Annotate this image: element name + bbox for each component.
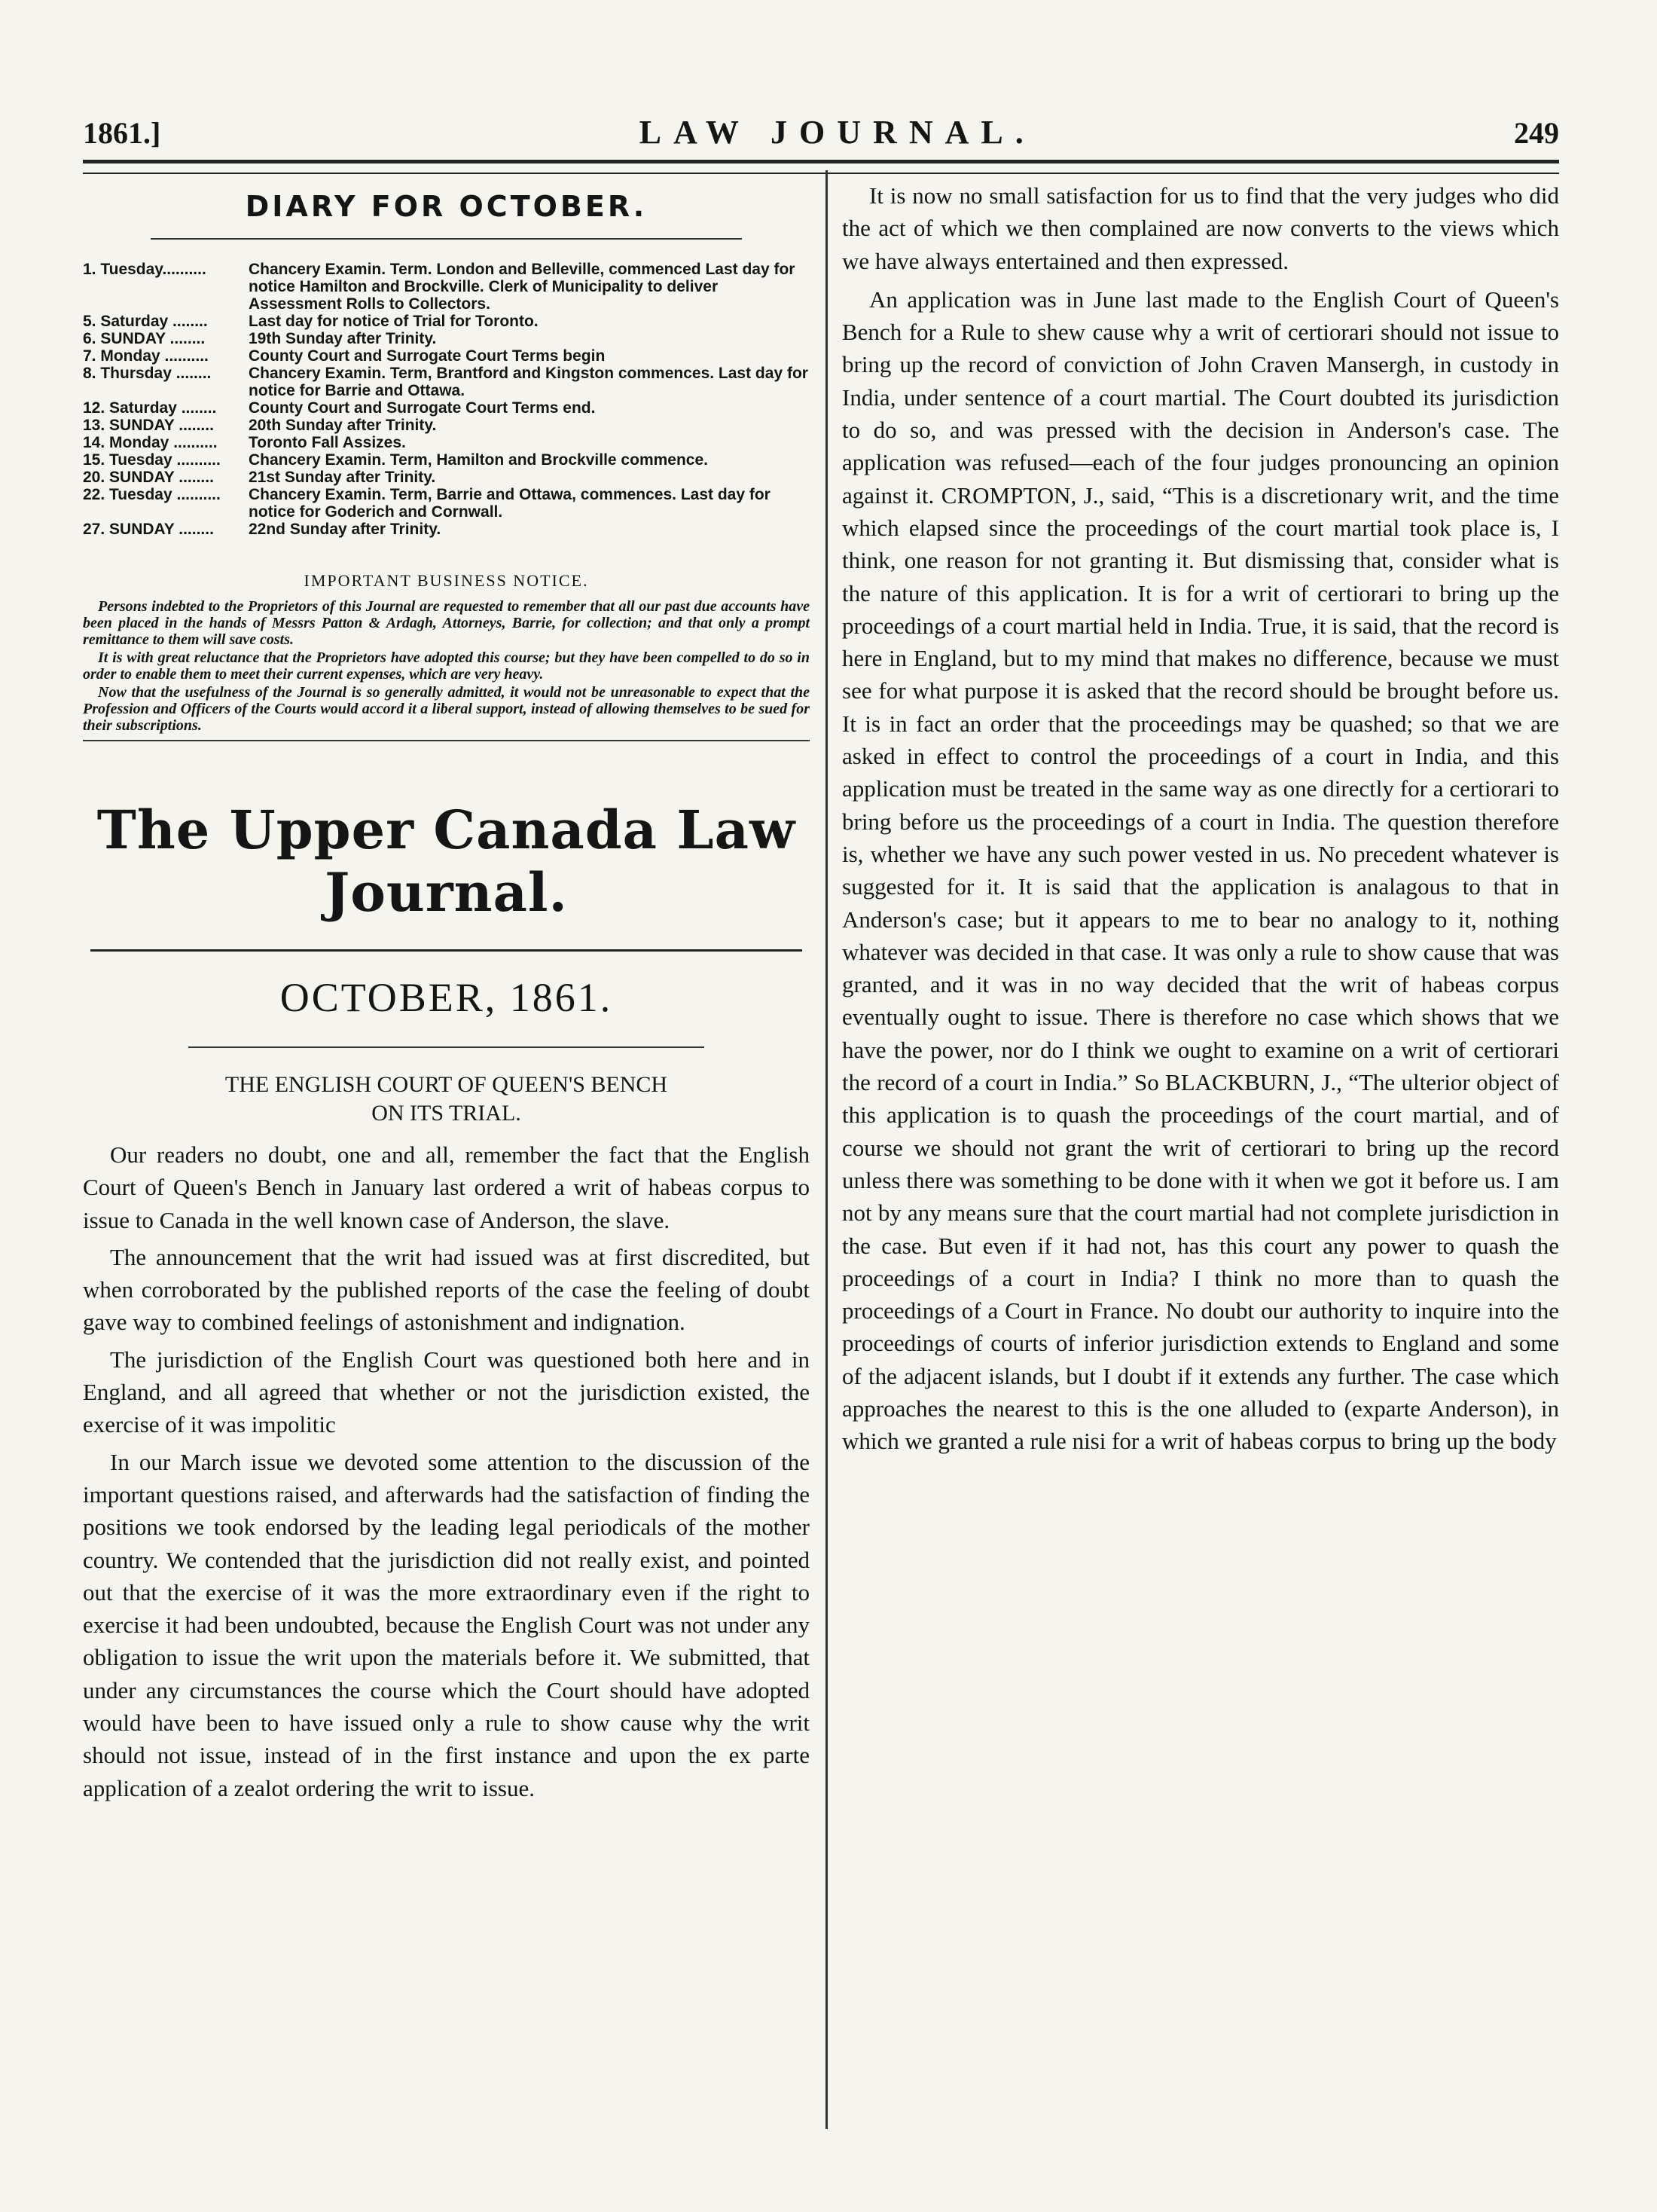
diary-text: 19th Sunday after Trinity.: [249, 330, 437, 347]
diary-entry: [83, 486, 810, 521]
article-paragraph: Our readers no doubt, one and all, remember the fact that the English Court of Queen's Bench in January last ordered a writ of habeas corpus to issue to Canada in the well known case of Anderson, the slave.: [83, 1141, 810, 1233]
diary-entry: [83, 399, 810, 417]
article-title: [83, 1071, 810, 1128]
article-paragraph: An application was in June last made to the English Court of Queen's Bench for a Rule to shew cause why a writ of certiorari should not issue to bring up the record of conviction of John Craven Mansergh, in custody in India, under sentence of a court martial. The Court doubted its jurisdiction to do so, and was pressed with the decision in Anderson's case. The application was refused—each of the four judges pronouncing an opinion against it. CROMPTON, J., said, “This is a discretionary writ, and the time which elapsed since the proceedings of the court martial took place is, I think, one reason for not granting it. But dismissing that, consider what is the nature of this application. It is for a writ of certiorari to bring up the proceedings of a court martial held in India. True, it is said, that the record is here in England, but to my mind that makes no difference, because we must see for what purpose it is asked that the record should be brought before us. It is in fact an order that the proceedings may be quashed; so that we are asked in effect to control the proceedings of a court in India, and this application must be treated in the same way as one directly for a certiorari to bring before us the proceedings of a court in India. The question therefore is, whether we have any such power vested in us. No precedent whatever is suggested for it. It is said that the application is analagous to that in Anderson's case; but it appears to me to bear no analogy to it, nothing whatever was decided in that case. It was only a rule to show cause that was granted, and it was in no way decided that the writ of habeas corpus eventually ought to issue. There is therefore no case which shows that we have the power, nor do I think we ought to examine on a writ of certiorari the record of a court in India.” So BLACKBURN, J., “The ulterior object of this application is to quash the proceedings of the court martial, and of course we should not grant the writ of certiorari to bring up the record unless there was something to be done with it when we got it before us. I am not by any means sure that the court martial had not complete jurisdiction in the case. But even if it had not, has this court any power to quash the proceedings of a court in India? I think no more than to quash the proceedings of a Court in France. No doubt our authority to inquire into the proceedings of courts of inferior jurisdiction extends to England and some of the adjacent islands, but I doubt if it extends any further. The case which approaches the nearest to this is the one alluded to (exparte Anderson), in which we granted a rule nisi for a writ of habeas corpus to bring up the body: [842, 286, 1559, 1455]
diary-day: 27. SUNDAY ........: [83, 521, 214, 538]
issue-date: OCTOBER, 1861.: [279, 975, 613, 1020]
diary-day: 6. SUNDAY ........: [83, 330, 206, 347]
diary-text: Chancery Examin. Term, Hamilton and Brockville commence.: [249, 451, 708, 469]
diary-text: Chancery Examin. Term, Barrie and Ottawa, commences. Last day for notice for Goderich and Cornwall.: [249, 486, 771, 521]
article-body-left: [83, 1138, 810, 1804]
diary-day: 13. SUNDAY ........: [83, 417, 214, 434]
diary-entry: [83, 365, 810, 399]
diary-day: 22. Tuesday ..........: [83, 486, 221, 503]
diary-entry: [83, 451, 810, 469]
notice-paragraph: It is with great reluctance that the Proprietors have adopted this course; but they have been compelled to do so in order to enable them to meet their current expenses, which are very heavy.: [83, 649, 810, 683]
diary-day: 15. Tuesday ..........: [83, 451, 221, 469]
business-notice: [83, 598, 810, 734]
diary-day: 8. Thursday ........: [83, 365, 212, 382]
diary-list: [83, 261, 810, 538]
header-year: 1861.]: [83, 116, 161, 150]
diary-entry: [83, 469, 810, 486]
header-rule: [83, 160, 1559, 174]
diary-text: Chancery Examin. Term, Brantford and Kingston commences. Last day for notice for Barrie and Ottawa.: [249, 365, 808, 399]
right-column: [842, 179, 1559, 1464]
diary-day: 5. Saturday ........: [83, 313, 208, 330]
diary-title: DIARY FOR OCTOBER.: [245, 190, 648, 223]
diary-text: County Court and Surrogate Court Terms begin: [249, 347, 606, 365]
diary-entry: [83, 521, 810, 538]
notice-rule: [83, 740, 810, 741]
article-body-right: [842, 179, 1559, 1458]
notice-title: IMPORTANT BUSINESS NOTICE.: [304, 571, 589, 590]
diary-text: 22nd Sunday after Trinity.: [249, 521, 441, 538]
article-paragraph: The announcement that the writ had issued was at first discredited, but when corroborated by the published reports of the case the feeling of doubt gave way to combined feelings of astonishment and indignation.: [83, 1243, 810, 1336]
running-header: [83, 113, 1559, 158]
left-column: [83, 179, 810, 1809]
masthead-rule: [90, 949, 802, 952]
diary-text: 21st Sunday after Trinity.: [249, 469, 436, 486]
column-divider: [825, 170, 828, 2129]
diary-text: Last day for notice of Trial for Toronto.: [249, 313, 539, 330]
article-paragraph: The jurisdiction of the English Court was questioned both here and in England, and all agreed that whether or not the jurisdiction existed, the exercise of it was impolitic: [83, 1346, 810, 1438]
article-title-line: THE ENGLISH COURT OF QUEEN'S BENCH: [224, 1072, 668, 1097]
diary-entry: [83, 330, 810, 347]
diary-entry: [83, 417, 810, 434]
diary-day: 1. Tuesday..........: [83, 261, 206, 278]
notice-paragraph: Persons indebted to the Proprietors of this Journal are requested to remember that all our past due accounts have been placed in the hands of Messrs Patton & Ardagh, Attorneys, Barrie, for collection; and that only a prompt remittance to them will save costs.: [83, 598, 810, 648]
diary-entry: [83, 347, 810, 365]
article-paragraph: In our March issue we devoted some attention to the discussion of the important questions raised, and afterwards had the satisfaction of finding the positions we took endorsed by the leading legal periodicals of the mother country. We contended that the jurisdiction did not really exist, and pointed out that the exercise of it was the more extraordinary even if the right to exercise it had been undoubted, because the English Court was not under any obligation to issue the writ upon the materials before it. We submitted, that under any circumstances the course which the Court should have adopted would have been to have issued only a rule to show cause why the writ should not issue, instead of in the first instance and upon the ex parte application of a zealot ordering the writ to issue.: [83, 1448, 810, 1801]
diary-day: 14. Monday ..........: [83, 434, 218, 451]
diary-text: County Court and Surrogate Court Terms end.: [249, 399, 596, 417]
masthead: The Upper Canada Law Journal.: [96, 799, 796, 924]
notice-paragraph: Now that the usefulness of the Journal is so generally admitted, it would not be unreasonable to expect that the Profession and Officers of the Courts would accord it a liberal support, instead of allowing themselves to be sued for their subscriptions.: [83, 684, 810, 734]
diary-day: 7. Monday ..........: [83, 347, 209, 365]
diary-title-rule: [151, 238, 742, 240]
article-title-line: ON ITS TRIAL.: [371, 1101, 521, 1126]
article-paragraph: It is now no small satisfaction for us to find that the very judges who did the act of which we then complained are now converts to the views which we have always entertained and then expressed.: [842, 182, 1559, 274]
diary-entry: [83, 313, 810, 330]
diary-entry: [83, 434, 810, 451]
diary-text: Toronto Fall Assizes.: [249, 434, 406, 451]
issue-date-rule: [188, 1046, 704, 1048]
diary-day: 20. SUNDAY ........: [83, 469, 214, 486]
header-journal-title: LAW JOURNAL.: [639, 114, 1036, 151]
diary-text: 20th Sunday after Trinity.: [249, 417, 437, 434]
header-page-number: 249: [1513, 116, 1559, 150]
diary-entry: [83, 261, 810, 313]
diary-text: Chancery Examin. Term. London and Belleville, commenced Last day for notice Hamilton and Brockville. Clerk of Municipality to deliver Assessment Rolls to Collectors.: [249, 261, 795, 313]
diary-day: 12. Saturday ........: [83, 399, 217, 417]
